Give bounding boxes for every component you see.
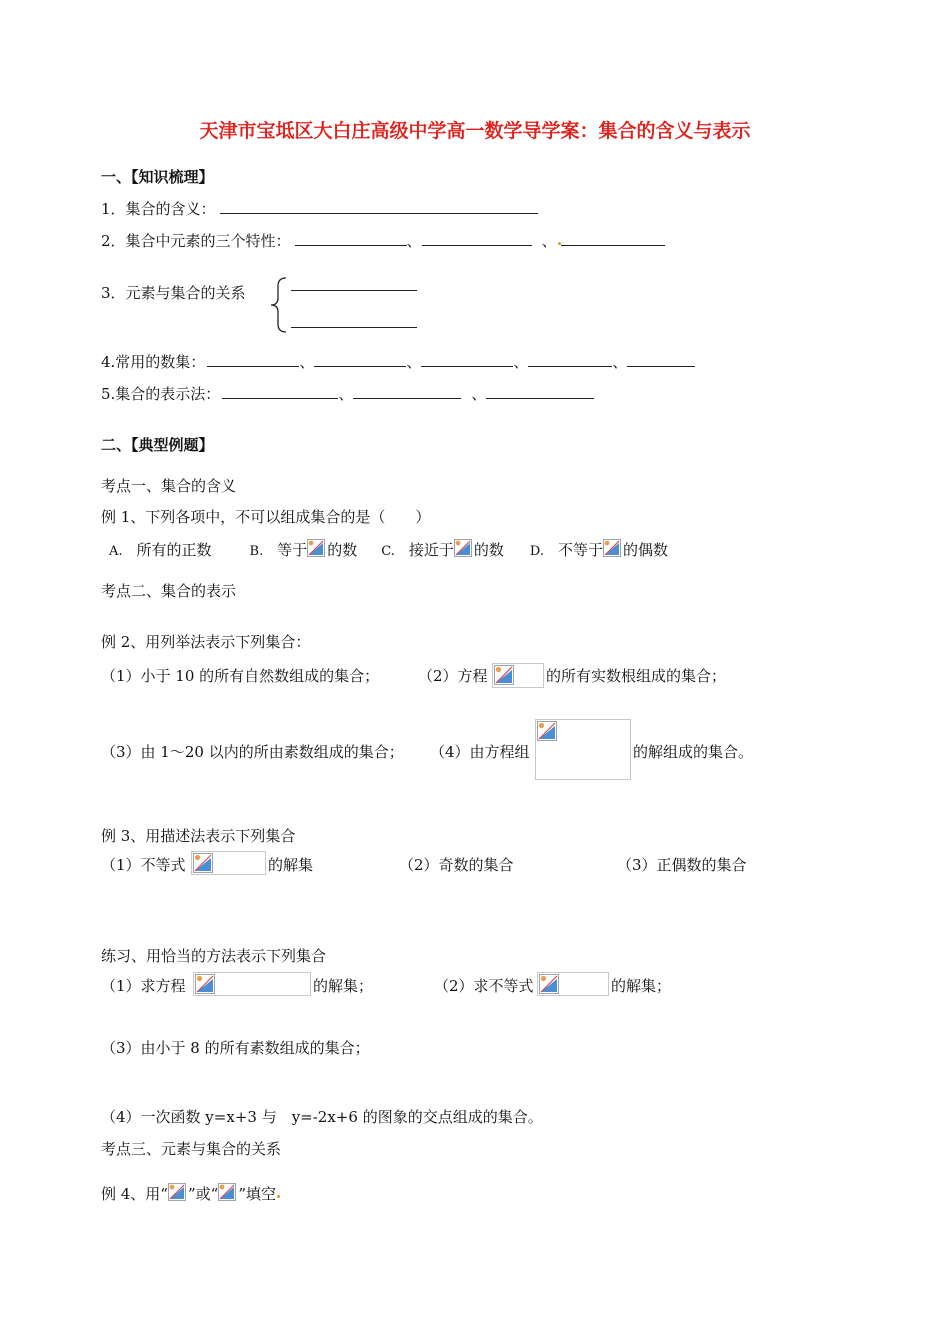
answer-blank[interactable] <box>314 352 406 367</box>
example-3-q3: （3）正偶数的集合 <box>617 856 747 874</box>
separator: 、 <box>406 353 422 371</box>
answer-blank[interactable] <box>528 352 612 367</box>
topic-heading-2: 考点二、集合的表示 <box>101 582 237 600</box>
option-a-label: A. <box>109 544 123 559</box>
option-c-pre: 接近于 <box>408 541 454 559</box>
formula-image-icon <box>195 974 215 994</box>
item-element-properties <box>101 231 665 251</box>
item-label: 5.集合的表示法： <box>101 385 221 403</box>
item-label: 1．集合的含义： <box>101 200 216 218</box>
option-c-post: 的数 <box>473 541 504 559</box>
answer-blank[interactable] <box>353 384 461 399</box>
answer-blank[interactable] <box>220 199 538 214</box>
item-label: 4.常用的数集： <box>101 353 206 371</box>
item-set-meaning <box>101 199 538 219</box>
example-2-q4-post: 的解组成的集合。 <box>633 743 754 761</box>
option-d-post: 的偶数 <box>623 541 669 559</box>
formula-image-icon <box>539 974 559 994</box>
separator: 、 <box>299 353 315 371</box>
practice-q1-post: 的解集； <box>313 977 374 995</box>
example-3-q1-post: 的解集 <box>268 856 314 874</box>
practice-q2-pre: （2）求不等式 <box>434 977 534 995</box>
answer-blank[interactable] <box>295 231 407 246</box>
topic-heading-3: 考点三、元素与集合的关系 <box>101 1140 282 1158</box>
inequality-image-box <box>537 972 609 996</box>
practice-q3: （3）由小于 8 的所有素数组成的集合； <box>101 1039 370 1057</box>
option-d-label: D. <box>529 544 545 559</box>
separator: 、 <box>338 385 354 403</box>
element-of-symbol-icon <box>168 1183 188 1203</box>
separator: 、 <box>406 232 422 250</box>
mark-dot <box>277 1195 280 1198</box>
answer-blank[interactable] <box>421 352 513 367</box>
equation-image-box <box>492 663 544 688</box>
answer-blank[interactable] <box>222 384 338 399</box>
example-3-q1-pre: （1）不等式 <box>101 856 186 874</box>
example-2-q3: （3）由 1～20 以内的所由素数组成的集合； <box>101 743 404 761</box>
option-d-pre: 不等于 <box>558 541 604 559</box>
practice-heading: 练习、用恰当的方法表示下列集合 <box>101 947 327 965</box>
separator: 、 <box>612 353 628 371</box>
example-2-question: 例 2、用列举法表示下列集合： <box>101 633 311 651</box>
brace-icon <box>268 276 288 334</box>
formula-image-icon <box>494 665 514 685</box>
formula-image-icon <box>307 539 327 559</box>
option-b-post: 的数 <box>327 541 358 559</box>
example-3-q2: （2）奇数的集合 <box>399 856 514 874</box>
formula-image-icon <box>537 721 557 741</box>
answer-blank[interactable] <box>486 384 594 399</box>
example-3-question: 例 3、用描述法表示下列集合 <box>101 827 296 845</box>
option-c-label: C. <box>381 544 395 559</box>
example-2-q1: （1）小于 10 的所有自然数组成的集合； <box>101 667 380 685</box>
equation-image-box <box>193 972 311 996</box>
answer-blank[interactable] <box>422 231 532 246</box>
practice-q2-post: 的解集； <box>611 977 672 995</box>
example-4-question: 例 4、用“ ”或“ ”填空 <box>101 1183 280 1204</box>
item-common-number-sets <box>101 352 695 372</box>
practice-q1-pre: （1）求方程 <box>101 977 186 995</box>
item-element-set-relation-label: 3．元素与集合的关系 <box>101 284 246 302</box>
section-heading-knowledge: 一、【知识梳理】 <box>101 168 214 186</box>
relation-blank-1[interactable] <box>291 276 417 296</box>
page-title: 天津市宝坻区大白庄高级中学高一数学导学案：集合的含义与表示 <box>199 120 751 142</box>
inequality-image-box <box>191 851 266 875</box>
formula-image-icon <box>454 539 474 559</box>
example-1-question: 例 1、下列各项中，不可以组成集合的是（ ） <box>101 508 431 526</box>
example-2-q4-pre: （4）由方程组 <box>430 743 530 761</box>
example-2-q2-pre: （2）方程 <box>418 667 488 685</box>
formula-image-icon <box>193 853 213 873</box>
item-label: 2．集合中元素的三个特性： <box>101 232 291 250</box>
separator: 、 <box>471 385 487 403</box>
answer-blank[interactable] <box>207 352 299 367</box>
relation-blank-2[interactable] <box>291 313 417 333</box>
practice-q4: （4）一次函数 y=x+3 与 y=-2x+6 的图象的交点组成的集合。 <box>101 1108 543 1126</box>
answer-blank[interactable] <box>561 231 665 246</box>
formula-image-icon <box>603 539 623 559</box>
example-2-q2-post: 的所有实数根组成的集合； <box>546 667 727 685</box>
item-set-representation <box>101 384 594 404</box>
example-1-options <box>101 539 668 562</box>
section-heading-examples: 二、【典型例题】 <box>101 436 214 454</box>
option-b-pre: 等于 <box>277 541 308 559</box>
answer-blank[interactable] <box>627 352 695 367</box>
option-b-label: B. <box>249 544 264 559</box>
equation-system-image-box <box>535 719 631 780</box>
topic-heading-1: 考点一、集合的含义 <box>101 477 237 495</box>
not-element-of-symbol-icon <box>218 1183 238 1203</box>
option-a-text: 所有的正数 <box>136 541 212 559</box>
separator: 、 <box>541 232 557 250</box>
separator: 、 <box>513 353 529 371</box>
